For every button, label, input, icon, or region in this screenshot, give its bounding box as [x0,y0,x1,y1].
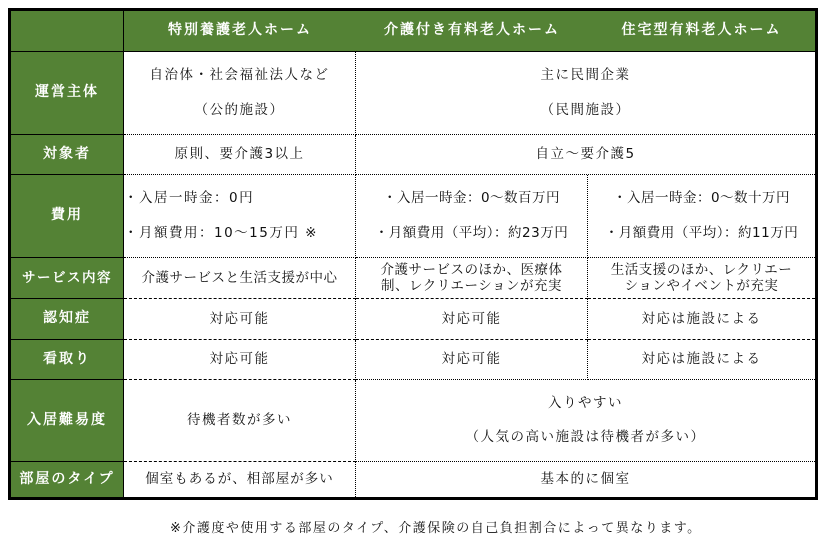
row-label-room-type: 部屋のタイプ [11,462,124,497]
cell-text: （人気の高い施設は待機者が多い） [465,429,706,446]
cell-text: ・月額費用：10～15万円 ※ [124,225,318,242]
cell-room-type-tokuyou: 個室もあるが、相部屋が多い [124,462,356,497]
cell-end-of-life-tokuyou: 対応可能 [124,340,356,380]
cell-end-of-life-jutaku-gata: 対応は施設による [588,340,815,380]
cell-text: （公的施設） [194,102,285,119]
cell-text: ・入居一時金：0円 [124,190,255,207]
cell-text: ・月額費用（平均）：約11万円 [604,225,799,242]
cell-services-jutaku-gata [588,258,815,299]
cell-text: ションやイベントが充実 [624,278,779,294]
cell-eligibility-private: 自立～要介護5 [356,135,815,175]
cell-dementia-jutaku-gata: 対応は施設による [588,299,815,340]
cell-text: 介護サービスのほか、医療体 [380,261,563,278]
row-label-dementia: 認知症 [11,299,124,340]
cell-text: ・入居一時金：0～数十万円 [612,190,791,207]
cell-operator-private [356,52,815,135]
row-label-end-of-life: 看取り [11,340,124,380]
cell-text: 自治体・社会福祉法人など [149,67,330,84]
footnote: ※介護度や使用する部屋のタイプ、介護保険の自己負担割合によって異なります。 [170,521,702,536]
cell-cost-kaigo-tsuki [356,175,588,258]
cell-admission-private [356,380,815,462]
cell-cost-jutaku-gata [588,175,815,258]
cell-text: （民間施設） [540,102,631,119]
cell-services-tokuyou: 介護サービスと生活支援が中心 [124,258,356,299]
cell-cost-tokuyou [124,175,356,258]
cell-text: 入りやすい [548,394,623,411]
cell-operator-tokuyou [124,52,356,135]
cell-dementia-kaigo-tsuki: 対応可能 [356,299,588,340]
cell-text: 制、レクリエーションが充実 [381,278,562,294]
cell-end-of-life-kaigo-tsuki: 対応可能 [356,340,588,380]
row-label-services: サービス内容 [11,258,124,299]
cell-text: ・入居一時金：0～数百万円 [382,190,561,207]
cell-eligibility-tokuyou: 原則、要介護3以上 [124,135,356,175]
row-label-admission-difficulty: 入居難易度 [11,380,124,462]
cell-text: 生活支援のほか、レクリエー [610,261,793,278]
header-kaigo-tsuki: 介護付き有料老人ホーム [356,11,588,52]
row-label-operator: 運営主体 [11,52,124,135]
header-jutaku-gata: 住宅型有料老人ホーム [588,11,815,52]
cell-room-type-private: 基本的に個室 [540,471,631,488]
comparison-table [8,8,818,500]
cell-dementia-tokuyou: 対応可能 [124,299,356,340]
row-label-eligibility: 対象者 [11,135,124,175]
row-label-cost: 費用 [11,175,124,258]
cell-text: 主に民間企業 [540,67,631,84]
header-corner [11,11,124,52]
cell-admission-tokuyou: 待機者数が多い [124,380,356,462]
header-tokuyou: 特別養護老人ホーム [124,11,356,52]
cell-services-kaigo-tsuki [356,258,588,299]
cell-text: ・月額費用（平均）：約23万円 [374,225,569,242]
